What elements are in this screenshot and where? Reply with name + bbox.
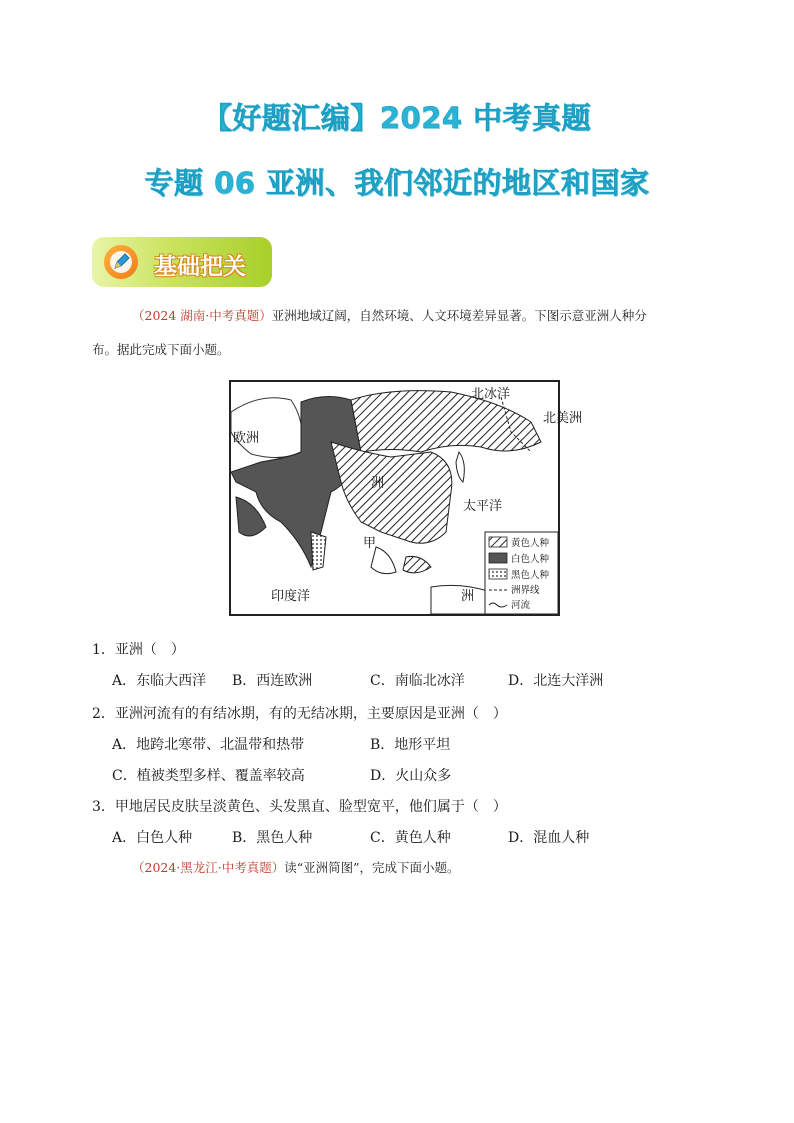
intro-text: 亚洲地域辽阔，自然环境、人文环境差异显著。下图示意亚洲人种分 [271, 308, 647, 323]
map-drawing [231, 382, 583, 614]
question-2-option-a: A．地跨北寒带、北温带和热带 [112, 737, 305, 753]
intro-paragraph-2 [132, 858, 460, 878]
section-label: 基础把关 [154, 254, 246, 280]
question-3-option-a: A．白色人种 [112, 830, 193, 846]
legend-river: 河流 [511, 600, 531, 611]
question-3-option-d: D．混血人种 [508, 830, 590, 846]
intro-text-2: 读“亚洲简图”，完成下面小题。 [284, 860, 460, 875]
legend-white-race: 白色人种 [511, 554, 550, 565]
label-asia: 洲 [371, 476, 385, 491]
section-banner [92, 237, 272, 287]
question-1-option-a: A．东临大西洋 [112, 673, 207, 689]
label-indian-ocean: 印度洋 [271, 589, 311, 604]
question-3-option-b: B．黑色人种 [232, 830, 313, 846]
label-oceania: 洲 [461, 589, 475, 604]
intro-paragraph-1-cont: 布。据此完成下面小题。 [92, 342, 230, 357]
document-title-line2: 专题 06 亚洲、我们邻近的地区和国家 [144, 166, 650, 200]
asia-race-map [229, 380, 583, 616]
label-north-america: 北美洲 [543, 411, 583, 426]
question-1-option-c: C．南临北冰洋 [370, 673, 465, 689]
question-2-stem: 2．亚洲河流有的有结冰期，有的无结冰期，主要原因是亚洲（ ） [92, 706, 507, 722]
intro-paragraph-1 [132, 306, 647, 326]
legend-continent-boundary: 洲界线 [511, 585, 540, 596]
question-1-option-b: B．西连欧洲 [232, 673, 313, 689]
question-3-option-c: C．黄色人种 [370, 830, 451, 846]
document-title-line1: 【好题汇编】2024 中考真题 [202, 101, 592, 135]
question-2-option-d: D．火山众多 [370, 768, 452, 784]
question-2-option-b: B．地形平坦 [370, 737, 451, 753]
source-tag-2: （2024·黑龙江·中考真题） [132, 860, 285, 875]
label-europe: 欧洲 [233, 431, 260, 446]
legend-black-race: 黑色人种 [511, 570, 550, 581]
label-pacific-ocean: 太平洋 [463, 499, 503, 514]
source-tag: （2024 湖南·中考真题） [132, 308, 272, 323]
question-1-stem: 1．亚洲（ ） [92, 642, 185, 658]
question-1-option-d: D．北连大洋洲 [508, 673, 604, 689]
legend-yellow-race: 黄色人种 [511, 538, 550, 549]
label-jia: 甲 [363, 536, 377, 551]
question-2-option-c: C．植被类型多样、覆盖率较高 [112, 768, 305, 784]
pen-icon [104, 245, 138, 279]
label-arctic-ocean: 北冰洋 [471, 387, 511, 402]
question-3-stem: 3．甲地居民皮肤呈淡黄色、头发黑直、脸型宽平，他们属于（ ） [92, 799, 507, 815]
